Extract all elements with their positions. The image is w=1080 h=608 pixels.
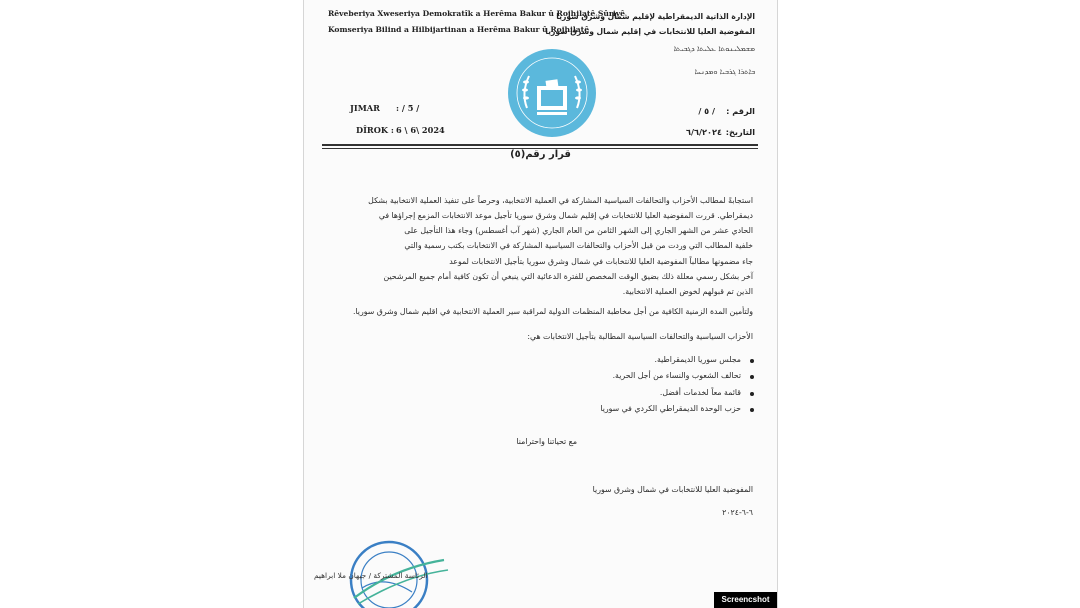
body-line: خلفية المطالب التي وردت من قبل الأحزاب والتحالفات السياسية المشاركة في الانتخابات بكتب رسمية والتي <box>404 241 753 250</box>
body-line: استجابةً لمطالب الأحزاب والتحالفات السياسية المشاركة في العملية الانتخابية، وحرصاً على تنفيذ العملية الانتخابية بشكل <box>368 196 753 205</box>
decision-title: قرار رقم(٥) <box>510 149 571 160</box>
parties-intro: الأحزاب السياسية والتحالفات السياسية المطالبة بتأجيل الانتخابات هي: <box>527 332 753 341</box>
commission-logo <box>507 48 597 138</box>
kurdish-header-line-2: Komseriya Bilind a Hilbijartinan a Herêma Bakur û Rojhilatê <box>328 25 590 34</box>
arabic-header-line-1: الإدارة الذاتية الديمقراطية لإقليم شمال وشرق سوريا <box>556 12 755 21</box>
jimar-label: JIMAR <box>350 103 380 113</box>
signatory: الرئاسة المشتركة / جيهان ملا ابراهيم <box>314 571 428 580</box>
party-list-item <box>613 371 741 380</box>
tarikh-value: ٦/٦/٢٠٢٤ <box>686 127 722 137</box>
party-name: حزب الوحدة الديمقراطي الكردي في سوريا <box>600 404 741 413</box>
party-list-item <box>660 388 741 397</box>
screenshot-badge: Screencshot <box>714 592 777 608</box>
jimar-value: : / 5 / <box>396 103 420 113</box>
closing-greeting: مع تحياتنا واحترامنا <box>516 437 577 446</box>
arabic-header-line-2: المفوضية العليا للانتخابات في إقليم شمال وشرق سوريا <box>545 27 755 36</box>
party-name: مجلس سوريا الديمقراطية. <box>654 355 741 364</box>
bullet-dot <box>750 359 754 363</box>
body-line: جاء مضمونها مطالباً المفوضية العليا للانتخابات في شمال وشرق سوريا بتأجيل الانتخابات لموعد <box>449 257 753 266</box>
bullet-dot <box>750 408 754 412</box>
document-page <box>303 0 778 608</box>
header-divider-thick <box>322 144 758 146</box>
raqm-value: / ٥ / <box>698 106 715 116</box>
party-list-item <box>600 404 741 413</box>
bullet-dot <box>750 392 754 396</box>
body-line: الحادي عشر من الشهر الجاري إلى الشهر الثامن من العام الجاري (شهر آب أغسطس) وجاء هذا التأجيل على <box>404 226 753 235</box>
party-name: قائمة معاً لخدمات أفضل. <box>659 388 741 397</box>
signature-organization: المفوضية العليا للانتخابات في شمال وشرق سوريا <box>592 485 753 494</box>
party-name: تحالف الشعوب والنساء من أجل الحرية. <box>612 371 741 380</box>
syriac-header-line-1: ܡܫܡܠܝܢܘܬܐ ܥܠܝܬܐ ܕܓܒܝܬܐ <box>673 44 755 53</box>
syriac-header-line-2: ܒܐܬܪܐ ܓܪܒܝܐ ܘܡܕܢܚܐ <box>694 67 755 76</box>
dirok-label: DÎROK : <box>356 125 394 135</box>
bullet-dot <box>750 375 754 379</box>
party-list-item <box>654 355 741 364</box>
official-stamp <box>324 530 454 608</box>
tarikh-label: التاريخ: <box>725 127 755 137</box>
signature-date: ٦-٦-٢٠٢٤ <box>722 508 753 517</box>
raqm-label: الرقم : <box>726 106 755 116</box>
observers-line: ولتأمين المدة الزمنية الكافية من أجل مخاطبة المنظمات الدولية لمراقبة سير العملية الانتخابية في اقليم شمال وشرق سوريا. <box>352 307 753 316</box>
body-line: الذين تم قبولهم لخوض العملية الانتخابية. <box>622 287 753 296</box>
kurdish-header-line-1: Rêveberiya Xweseriya Demokratîk a Herêma Bakur û Rojhilatê Sûriyê <box>328 9 625 18</box>
body-line: ديمقراطي. قررت المفوضية العليا للانتخابات في إقليم شمال وشرق سوريا تأجيل موعد الانتخابات المزمع إجراؤها في <box>378 211 753 220</box>
dirok-value: 6 \ 6\ 2024 <box>396 125 445 135</box>
body-line: آخر بشكل رسمي معللة ذلك بضيق الوقت المخصص للفترة الدعائية التي ينبغي أن تكون كافية أمام جميع المرشحين <box>383 272 753 281</box>
